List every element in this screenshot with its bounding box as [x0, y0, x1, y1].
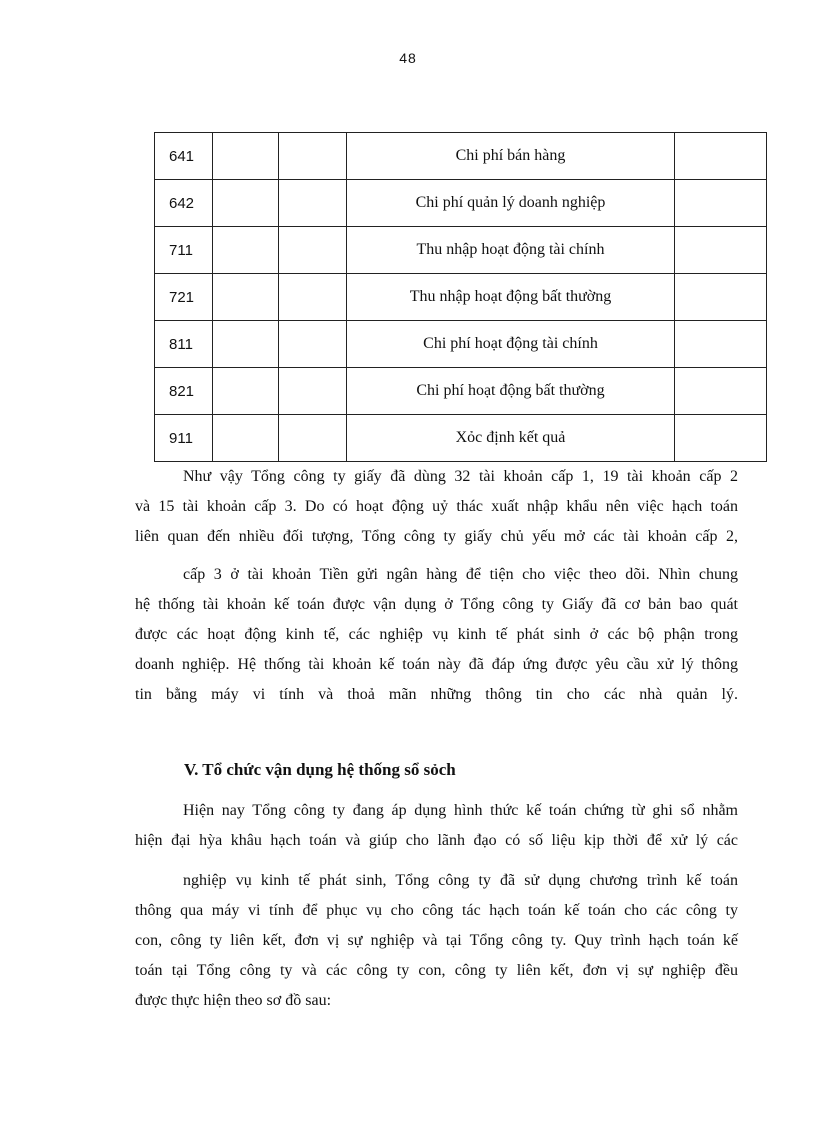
empty-cell [279, 415, 347, 462]
empty-cell [279, 321, 347, 368]
empty-cell [213, 321, 279, 368]
empty-cell [213, 180, 279, 227]
paragraph-line: liên quan đến nhiều đối tượng, Tổng công ty giấy chủ yếu mở các tài khoản cấp 2, [135, 528, 738, 545]
account-name: Chi phí bán hàng [347, 133, 675, 180]
account-name: Chi phí hoạt động tài chính [347, 321, 675, 368]
paragraph-line: được thực hiện theo sơ đồ sau: [135, 992, 332, 1009]
table-row [155, 321, 767, 368]
account-code: 821 [155, 368, 213, 415]
empty-cell [279, 180, 347, 227]
paragraph-line: được các hoạt động kinh tế, các nghiệp vụ kinh tế phát sinh ở các bộ phận trong [135, 626, 738, 643]
paragraph-bookkeeping-form [135, 796, 738, 856]
table-row [155, 180, 767, 227]
accounts-table [154, 132, 767, 462]
empty-cell [675, 321, 767, 368]
account-code: 641 [155, 133, 213, 180]
paragraph-line: con, công ty liên kết, đơn vị sự nghiệp và tại Tổng công ty. Quy trình hạch toán kế [135, 932, 738, 949]
paragraph-line: cấp 3 ở tài khoản Tiền gửi ngân hàng để tiện cho việc theo dõi. Nhìn chung [183, 566, 738, 583]
page-number: 48 [399, 50, 417, 66]
paragraph-account-system [135, 560, 738, 710]
account-code: 721 [155, 274, 213, 321]
table-row [155, 274, 767, 321]
empty-cell [213, 133, 279, 180]
paragraph-line: hệ thống tài khoản kế toán được vận dụng ở Tổng công ty Giấy đã cơ bản bao quát [135, 596, 738, 613]
account-code: 911 [155, 415, 213, 462]
empty-cell [279, 133, 347, 180]
paragraph-account-usage [135, 462, 738, 552]
account-name: Xỏc định kết quả [347, 415, 675, 462]
account-name: Chi phí quản lý doanh nghiệp [347, 180, 675, 227]
account-code: 811 [155, 321, 213, 368]
empty-cell [279, 368, 347, 415]
account-code: 711 [155, 227, 213, 274]
paragraph-line: nghiệp vụ kinh tế phát sinh, Tổng công ty đã sử dụng chương trình kế toán [183, 872, 738, 889]
empty-cell [213, 368, 279, 415]
empty-cell [675, 180, 767, 227]
table-row [155, 368, 767, 415]
paragraph-line: doanh nghiệp. Hệ thống tài khoản kế toán này đã đáp ứng được yêu cầu xử lý thông [135, 656, 738, 673]
empty-cell [675, 415, 767, 462]
empty-cell [675, 133, 767, 180]
table-row [155, 133, 767, 180]
empty-cell [675, 274, 767, 321]
empty-cell [675, 227, 767, 274]
table-row [155, 227, 767, 274]
section-heading: V. Tổ chức vận dụng hệ thống sổ sỏch [184, 760, 456, 779]
paragraph-line: thông qua máy vi tính để phục vụ cho công tác hạch toán kế toán cho các công ty [135, 902, 738, 919]
table-row [155, 415, 767, 462]
empty-cell [675, 368, 767, 415]
empty-cell [213, 227, 279, 274]
paragraph-line: Hiện nay Tổng công ty đang áp dụng hình thức kế toán chứng từ ghi sổ nhằm [183, 802, 738, 819]
account-name: Thu nhập hoạt động bất thường [347, 274, 675, 321]
empty-cell [279, 227, 347, 274]
paragraph-line: hiện đại hỳa khâu hạch toán và giúp cho lãnh đạo có số liệu kịp thời để xử lý các [135, 832, 738, 849]
account-name: Thu nhập hoạt động tài chính [347, 227, 675, 274]
account-code: 642 [155, 180, 213, 227]
paragraph-accounting-process [135, 866, 738, 1016]
paragraph-line: và 15 tài khoản cấp 3. Do có hoạt động uỷ thác xuất nhập khẩu nên việc hạch toán [135, 498, 738, 515]
paragraph-line: Như vậy Tổng công ty giấy đã dùng 32 tài khoản cấp 1, 19 tài khoản cấp 2 [183, 468, 738, 485]
empty-cell [213, 274, 279, 321]
paragraph-line: tin bằng máy vi tính và thoả mãn những thông tin cho các nhà quản lý. [135, 686, 738, 703]
empty-cell [213, 415, 279, 462]
account-name: Chi phí hoạt động bất thường [347, 368, 675, 415]
paragraph-line: toán tại Tổng công ty và các công ty con, công ty liên kết, đơn vị sự nghiệp đều [135, 962, 738, 979]
empty-cell [279, 274, 347, 321]
